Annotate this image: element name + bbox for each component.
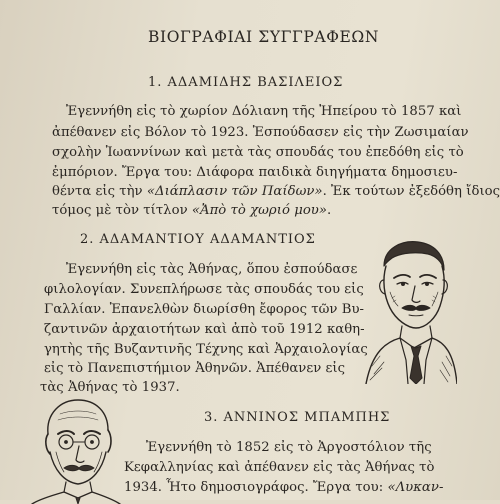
entry-2-line-7: τὰς Ἀθήνας τὸ 1937. — [40, 380, 180, 395]
page-title: ΒΙΟΓΡΑΦΙΑΙ ΣΥΓΓΡΑΦΕΩΝ — [148, 28, 380, 46]
entry-2-line-6: εἰς τὸ Πανεπιστήμιον Ἀθηνῶν. Ἀπέθανεν εἰς — [44, 361, 346, 376]
entry-3-line-3-italic: «Λυκαν- — [387, 480, 444, 495]
entry-1-line-5-italic: «Διάπλασιν τῶν Παίδων» — [146, 184, 323, 199]
entry-2-line-3: Γαλλίαν. Ἐπανελθὼν διωρίσθη ἔφορος τῶν Βυ- — [44, 302, 365, 317]
entry-1-line-3: σχολὴν Ἰωαννίνων καὶ μετὰ τὰς σπουδάς του ἐπεδόθη εἰς τὸ — [52, 145, 464, 160]
entry-heading-2: 2. ΑΔΑΜΑΝΤΙΟΥ ΑΔΑΜΑΝΤΙΟΣ — [80, 232, 316, 247]
entry-1-line-6 — [52, 203, 331, 218]
portrait-anninos — [30, 394, 122, 504]
entry-2-line-1: Ἐγεννήθη εἰς τὰς Ἀθήνας, ὅπου ἐσπούδασε — [66, 262, 358, 277]
entry-heading-1: 1. ΑΔΑΜΙΔΗΣ ΒΑΣΙΛΕΙΟΣ — [148, 75, 344, 90]
portrait-adamantiou — [362, 236, 457, 384]
entry-3-line-3-text: 1934. Ἦτο δημοσιογράφος. Ἔργα του: — [124, 480, 388, 495]
entry-3-line-3 — [124, 480, 443, 495]
entry-1-line-5-post: . Ἐκ τούτων ἐξεδόθη ἴδιος — [322, 184, 500, 199]
entry-3-line-1: Ἐγεννήθη τὸ 1852 εἰς τὸ Ἀργοστόλιον τῆς — [146, 440, 432, 455]
entry-1-line-1: Ἐγεννήθη εἰς τὸ χωρίον Δόλιανη τῆς Ἠπείρου τὸ 1857 καὶ — [66, 104, 462, 119]
entry-1-line-2: ἀπέθανεν εἰς Βόλον τὸ 1923. Ἐσπούδασεν εἰς τὴν Ζωσιμαίαν — [52, 125, 469, 140]
entry-1-line-6-italic: «Ἀπὸ τὸ χωριό μου» — [191, 203, 327, 218]
entry-3-line-2: Κεφαλληνίας καὶ ἀπέθανεν εἰς τὰς Ἀθήνας τὸ — [124, 460, 435, 475]
entry-2-line-5: γητὴς τῆς Βυζαντινῆς Τέχνης καὶ Ἀρχαιολογίας — [44, 342, 368, 357]
entry-1-line-5-pre: θέντα εἰς τὴν — [52, 184, 147, 199]
entry-1-line-6-post: . — [327, 203, 332, 218]
entry-heading-3: 3. ΑΝΝΙΝΟΣ ΜΠΑΜΠΗΣ — [204, 410, 391, 425]
entry-2-line-4: ζαντινῶν ἀρχαιοτήτων καὶ ἀπὸ τοῦ 1912 καθη- — [44, 322, 365, 337]
entry-2-line-2: φιλολογίαν. Συνεπλήρωσε τὰς σπουδάς του εἰς — [44, 282, 364, 297]
entry-1-line-4: ἐμπόριον. Ἔργα του: Διάφορα παιδικὰ διηγήματα δημοσιευ- — [52, 165, 458, 180]
entry-1-line-5 — [52, 184, 500, 199]
entry-1-line-6-pre: τόμος μὲ τὸν τίτλον — [52, 203, 192, 218]
